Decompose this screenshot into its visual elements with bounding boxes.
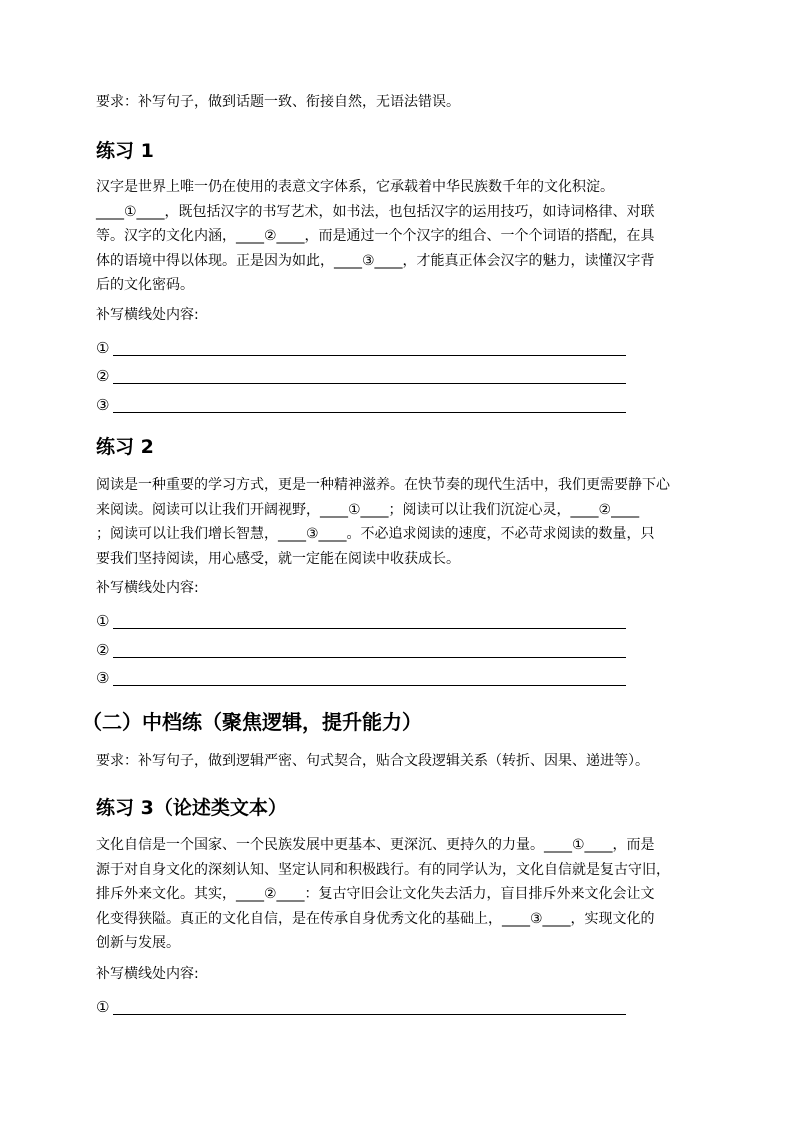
answer-underline [113, 412, 626, 413]
exercise2-title: 练习 2 [96, 436, 154, 458]
exercise1-answer-line-3[interactable] [96, 395, 626, 415]
answer-underline [113, 628, 626, 629]
section2-title: （二）中档练（聚焦逻辑，提升能力） [82, 710, 422, 734]
answer-marker: ① [96, 339, 110, 357]
answer-marker: ① [96, 998, 110, 1016]
exercise1-answer-line-2[interactable] [96, 366, 626, 386]
exercise2-line: 要我们坚持阅读，用心感受，就一定能在阅读中收获成长。 [96, 550, 460, 567]
answer-underline [113, 685, 626, 686]
exercise1-paragraph [96, 175, 702, 298]
section2-requirement: 要求：补写句子，做到逻辑严密、句式契合，贴合文段逻辑关系（转折、因果、递进等）。 [96, 753, 649, 769]
exercise3-paragraph [96, 833, 702, 956]
exercise3-line: 创新与发展。 [96, 935, 180, 951]
exercise3-answer-line-1[interactable] [96, 997, 626, 1017]
exercise3-line: 排斥外来文化。其实，____②____：复古守旧会让文化失去活力，盲目排斥外来文化会让文 [96, 886, 655, 902]
exercise2-fill-label: 补写横线处内容: [96, 580, 199, 596]
exercise3-line: 文化自信是一个国家、一个民族发展中更基本、更深沉、更持久的力量。____①____，而是 [96, 837, 655, 853]
exercise3-line: 源于对自身文化的深刻认知、坚定认同和积极践行。有的同学认为，文化自信就是复古守旧， [96, 861, 670, 878]
answer-underline [113, 1014, 626, 1015]
answer-underline [113, 355, 626, 356]
exercise2-answer-line-1[interactable] [96, 611, 626, 631]
exercise2-line: ；阅读可以让我们增长智慧，____③____。不必追求阅读的速度，不必苛求阅读的数量，只 [96, 526, 655, 542]
exercise2-answer-line-3[interactable] [96, 668, 626, 688]
answer-marker: ③ [96, 396, 110, 414]
exercise3-line: 化变得狭隘。真正的文化自信，是在传承自身优秀文化的基础上，____③____，实现文化的 [96, 910, 655, 927]
exercise1-line: 后的文化密码。 [96, 277, 194, 293]
exercise1-fill-label: 补写横线处内容: [96, 307, 199, 323]
exercise1-title: 练习 1 [96, 140, 154, 162]
exercise1-line: ____①____，既包括汉字的书写艺术，如书法，也包括汉字的运用技巧，如诗词格律、对联 [96, 203, 655, 220]
answer-underline [113, 383, 626, 384]
exercise1-line: 汉字是世界上唯一仍在使用的表意文字体系，它承载着中华民族数千年的文化积淀。 [96, 179, 614, 195]
answer-marker: ② [96, 641, 110, 659]
exercise2-answer-line-2[interactable] [96, 640, 626, 660]
exercise2-line: 阅读是一种重要的学习方式，更是一种精神滋养。在快节奏的现代生活中，我们更需要静下心 [96, 477, 670, 493]
exercise1-answer-line-1[interactable] [96, 338, 626, 358]
answer-marker: ② [96, 367, 110, 385]
answer-marker: ① [96, 612, 110, 630]
exercise3-title: 练习 3（论述类文本） [96, 797, 287, 819]
exercise2-line: 来阅读。阅读可以让我们开阔视野，____①____；阅读可以让我们沉淀心灵，____②____ [96, 501, 640, 518]
answer-underline [113, 657, 626, 658]
exercise2-paragraph [96, 473, 702, 571]
intro-requirement: 要求：补写句子，做到话题一致、衔接自然，无语法错误。 [96, 94, 460, 110]
exercise3-fill-label: 补写横线处内容: [96, 966, 199, 982]
answer-marker: ③ [96, 669, 110, 687]
exercise1-line: 等。汉字的文化内涵，____②____，而是通过一个个汉字的组合、一个个词语的搭配，在具 [96, 228, 655, 244]
exercise1-line: 体的语境中得以体现。正是因为如此，____③____，才能真正体会汉字的魅力，读懂汉字背 [96, 252, 655, 269]
